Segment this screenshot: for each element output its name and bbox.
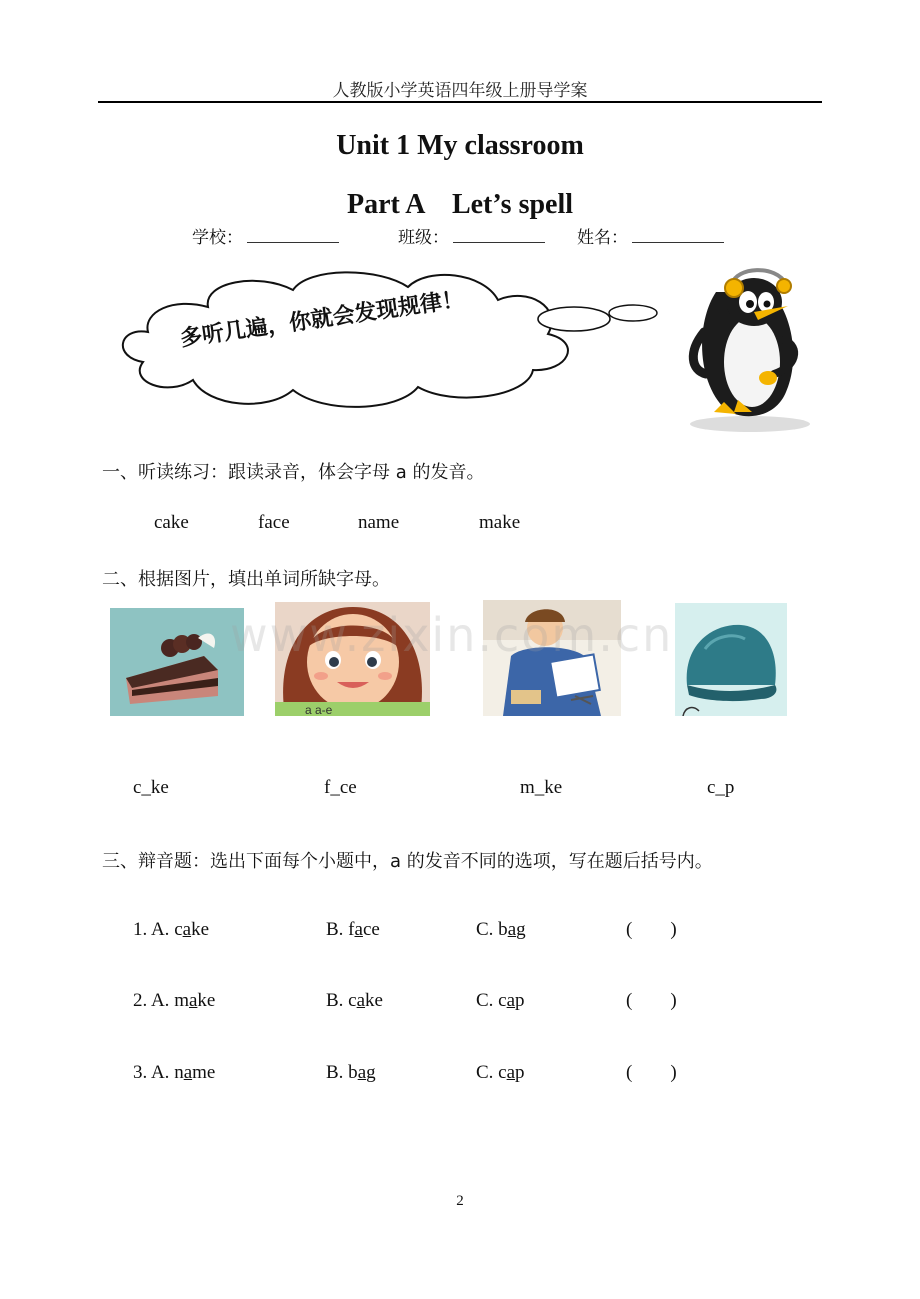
school-label: 学校： xyxy=(192,228,243,248)
unit-title: Unit 1 My classroom xyxy=(336,130,584,161)
word-item: make xyxy=(479,512,521,533)
question-2-option-c: C. cap xyxy=(476,990,525,1011)
section1-heading: 一、听读练习：跟读录音，体会字母 a 的发音。 xyxy=(102,462,485,483)
page-header: 人教版小学英语四年级上册导学案 xyxy=(332,81,588,101)
word-item: face xyxy=(258,512,290,533)
fill-blank-item[interactable]: f_ce xyxy=(324,777,357,798)
cap-picture xyxy=(675,603,787,716)
page-number: 2 xyxy=(456,1193,464,1209)
word-item: cake xyxy=(154,512,189,533)
fill-blank-item[interactable]: c_p xyxy=(707,777,735,798)
class-label: 班级： xyxy=(398,228,449,248)
section3-heading: 三、辩音题：选出下面每个小题中，a 的发音不同的选项，写在题后括号内。 xyxy=(102,851,713,872)
school-blank[interactable] xyxy=(247,228,339,243)
question-3-option-c: C. cap xyxy=(476,1062,525,1083)
part-title: Part A Let’s spell xyxy=(346,189,574,220)
question-1-option-a: 1. A. cake xyxy=(133,919,209,940)
picture-label: a a-e xyxy=(305,703,333,716)
word-item: name xyxy=(358,512,400,533)
question-2-option-b: B. cake xyxy=(326,990,383,1011)
question-3-answer-box[interactable]: ( ) xyxy=(626,1062,677,1083)
penguin-illustration xyxy=(676,262,824,434)
watermark: www.zixin.com.cn xyxy=(230,608,674,662)
question-2-option-a: 2. A. make xyxy=(133,990,216,1011)
section2-heading: 二、根据图片，填出单词所缺字母。 xyxy=(102,569,390,590)
cloud-text: 多听几遍，你就会发现规律！ xyxy=(178,287,466,352)
name-blank[interactable] xyxy=(632,228,724,243)
fill-blank-item[interactable]: m_ke xyxy=(520,777,563,798)
class-blank[interactable] xyxy=(453,228,545,243)
fill-blank-item[interactable]: c_ke xyxy=(133,777,169,798)
question-3-option-a: 3. A. name xyxy=(133,1062,216,1083)
class-field[interactable] xyxy=(398,223,545,248)
name-field[interactable] xyxy=(577,223,724,248)
cake-picture xyxy=(110,608,244,716)
name-label: 姓名： xyxy=(577,228,628,248)
question-1-answer-box[interactable]: ( ) xyxy=(626,919,677,940)
school-field[interactable] xyxy=(192,223,339,248)
question-1-option-c: C. bag xyxy=(476,919,526,940)
question-1-option-b: B. face xyxy=(326,919,380,940)
question-3-option-b: B. bag xyxy=(326,1062,376,1083)
question-2-answer-box[interactable]: ( ) xyxy=(626,990,677,1011)
header-rule xyxy=(98,101,822,103)
